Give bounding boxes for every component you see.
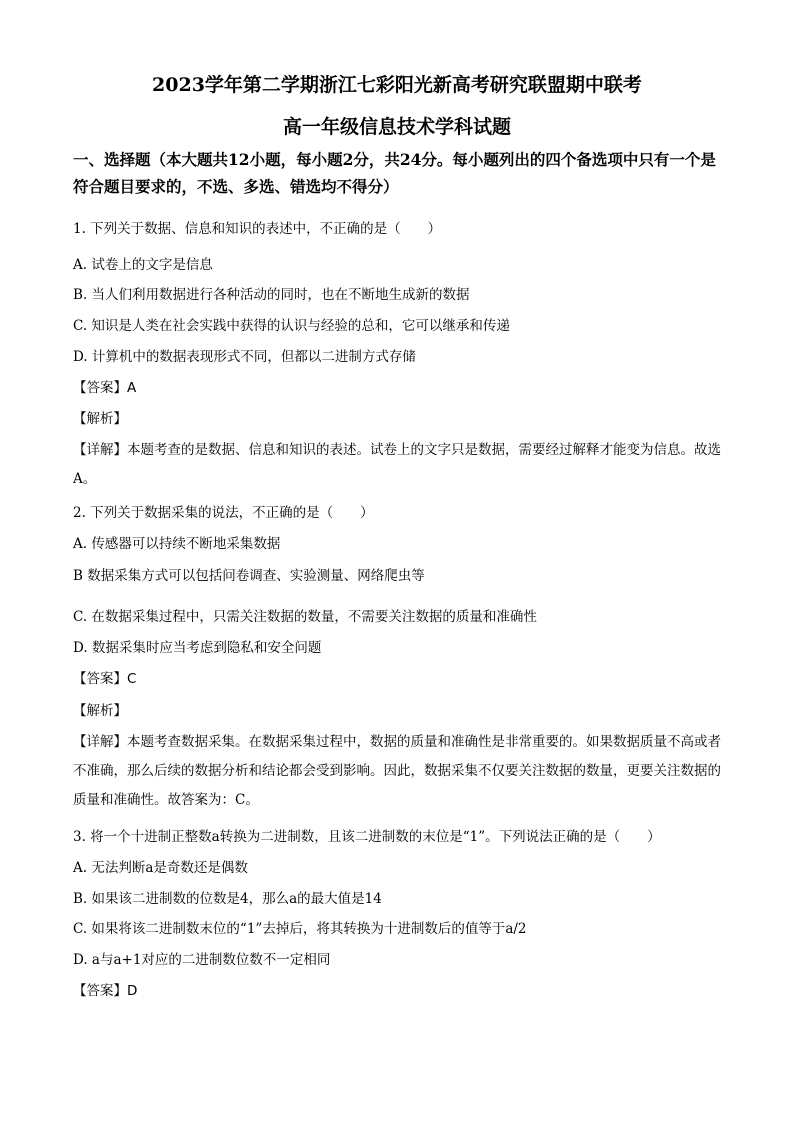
q1-option-d: D. 计算机中的数据表现形式不同，但都以二进制方式存储 [73, 349, 416, 365]
q1-answer: 【答案】A [73, 380, 137, 396]
q2-stem: 2. 下列关于数据采集的说法，不正确的是（ ） [73, 505, 374, 521]
q3-option-d: D. a与a+1对应的二进制数位数不一定相同 [73, 952, 331, 968]
q2-detail: 【详解】本题考查数据采集。在数据采集过程中，数据的质量和准确性是非常重要的。如果数据质量不高或者不准确，那么后续的数据分析和结论都会受到影响。因此，数据采集不仅要关注数据的数量，更要关注数据的质量和准确性。故答案为：C。 [73, 734, 721, 808]
q1-stem: 1. 下列关于数据、信息和知识的表述中，不正确的是（ ） [73, 221, 442, 237]
q3-stem: 3. 将一个十进制正整数a转换为二进制数，且该二进制数的末位是“1”。下列说法正确的是（ ） [73, 829, 661, 845]
q1-option-a: A. 试卷上的文字是信息 [73, 257, 213, 273]
q3-option-b: B. 如果该二进制数的位数是4，那么a的最大值是14 [73, 891, 382, 907]
exam-title: 2023学年第二学期浙江七彩阳光新高考研究联盟期中联考 [152, 74, 642, 96]
q3-option-c: C. 如果将该二进制数末位的“1”去掉后，将其转换为十进制数后的值等于a/2 [73, 921, 527, 937]
exam-subtitle: 高一年级信息技术学科试题 [282, 116, 511, 138]
q2-option-b: B 数据采集方式可以包括问卷调查、实验测量、网络爬虫等 [73, 568, 425, 584]
q1-detail: 【详解】本题考查的是数据、信息和知识的表述。试卷上的文字只是数据，需要经过解释才能变为信息。故选A。 [73, 442, 721, 487]
section-heading: 一、选择题（本大题共12小题，每小题2分，共24分。每小题列出的四个备选项中只有一个是符合题目要求的，不选、多选、错选均不得分） [73, 150, 716, 196]
q1-analysis-label: 【解析】 [73, 411, 127, 427]
q1-option-b: B. 当人们利用数据进行各种活动的同时，也在不断地生成新的数据 [73, 287, 470, 303]
q2-answer: 【答案】C [73, 671, 137, 687]
q2-analysis-label: 【解析】 [73, 703, 127, 719]
q2-option-a: A. 传感器可以持续不断地采集数据 [73, 536, 281, 552]
q2-option-d: D. 数据采集时应当考虑到隐私和安全问题 [73, 640, 322, 656]
q3-option-a: A. 无法判断a是奇数还是偶数 [73, 860, 248, 876]
q1-option-c: C. 知识是人类在社会实践中获得的认识与经验的总和，它可以继承和传递 [73, 318, 510, 334]
q3-answer: 【答案】D [73, 983, 138, 999]
q2-option-c: C. 在数据采集过程中，只需关注数据的数量，不需要关注数据的质量和准确性 [73, 609, 537, 625]
